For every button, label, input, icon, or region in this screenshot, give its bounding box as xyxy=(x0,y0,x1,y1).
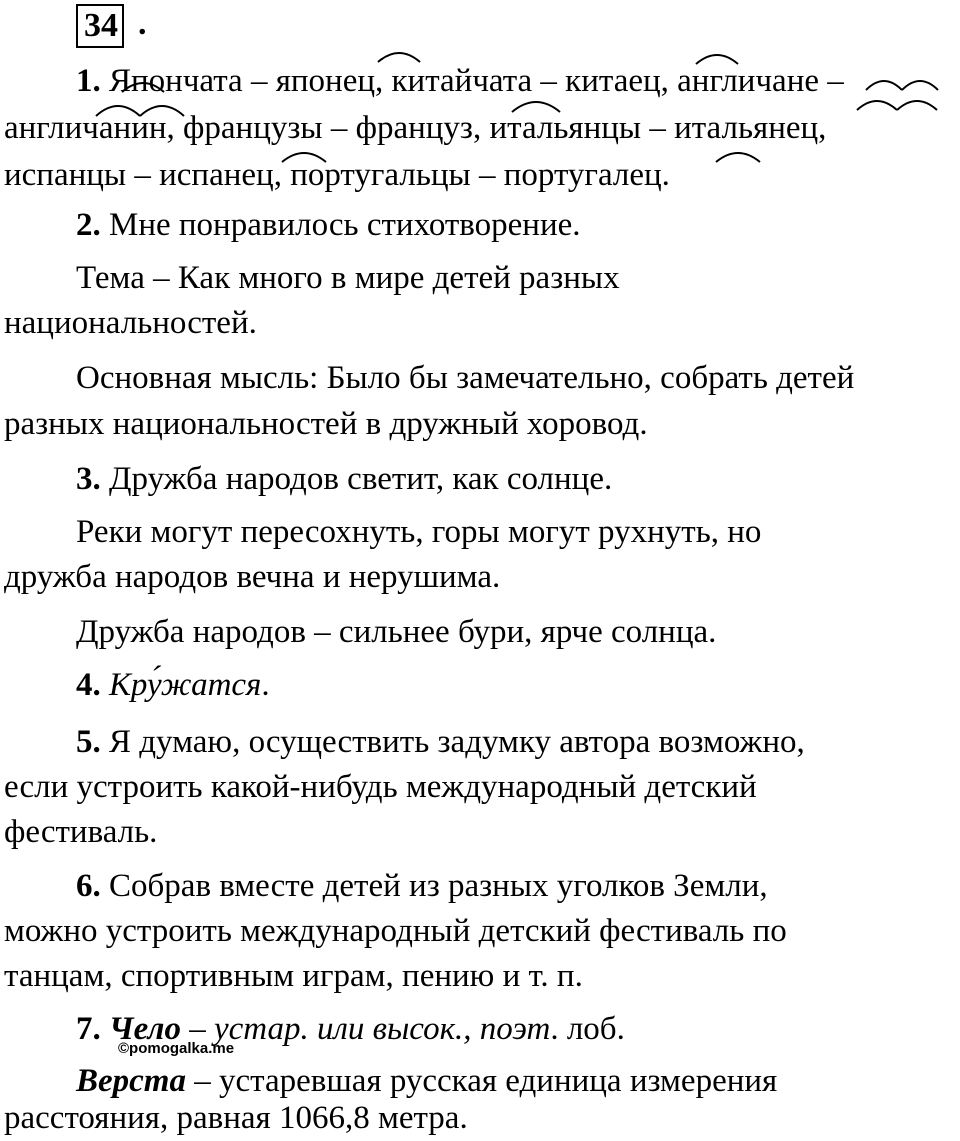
item-6-line-3: танцам, спортивным играм, пению и т. п. xyxy=(4,958,583,994)
exercise-number-dot: . xyxy=(138,5,147,42)
item-7-dot: . xyxy=(550,1011,559,1047)
item-6-line-2: можно устроить международный детский фестиваль по xyxy=(4,913,787,949)
item-7-term: Чело xyxy=(109,1011,181,1047)
item-7-marks: устар. или высок., поэт xyxy=(213,1011,551,1047)
item-1-line-1: Япончата – японец, китайчата – китаец, англичане – xyxy=(100,63,844,99)
theme-line-2 xyxy=(4,300,956,346)
storm-text: Дружба народов – сильнее бури, ярче солнца. xyxy=(76,614,717,650)
item-7-meaning: лоб. xyxy=(558,1011,625,1047)
item-2 xyxy=(4,202,956,248)
idea-line-1 xyxy=(4,355,956,401)
storm-line xyxy=(4,609,956,655)
item-5-line-2: если устроить какой-нибудь международный детский xyxy=(4,769,757,805)
item-6-number: 6. xyxy=(76,868,101,904)
versta-text-2: расстояния, равная 1066,8 метра. xyxy=(4,1100,468,1136)
item-1-line-3: испанцы – испанец, португальцы – португалец. xyxy=(4,157,670,193)
item-5 xyxy=(4,719,956,765)
item-6-line-1: Собрав вместе детей из разных уголков Земли, xyxy=(100,868,768,904)
item-3-number: 3. xyxy=(76,461,101,497)
item-6-line-3-block xyxy=(4,953,956,999)
item-4-number: 4. xyxy=(76,667,101,703)
idea-text-1: Основная мысль: Было бы замечательно, собрать детей xyxy=(76,360,855,396)
idea-line-2 xyxy=(4,401,956,447)
item-2-number: 2. xyxy=(76,207,101,243)
versta-text-1: – устаревшая русская единица измерения xyxy=(185,1063,778,1099)
rivers-line-1 xyxy=(4,509,956,555)
exercise-number-box xyxy=(76,4,124,48)
item-1-number: 1. xyxy=(76,63,101,99)
item-5-number: 5. xyxy=(76,724,101,760)
rivers-text-1: Реки могут пересохнуть, горы могут рухнуть, но xyxy=(76,514,762,550)
item-7-number: 7. xyxy=(76,1011,101,1047)
theme-text-1: Тема – Как много в мире детей разных xyxy=(76,260,620,296)
item-6-line-2-block xyxy=(4,908,956,954)
item-7-dash: – xyxy=(180,1011,214,1047)
item-4-word: Кру́жатся xyxy=(109,667,262,703)
item-5-line-3-block xyxy=(4,809,956,855)
item-1-line-2: англичанин, французы – француз, итальянцы – итальянец, xyxy=(4,110,827,146)
item-1-line-3-block xyxy=(4,152,956,198)
idea-text-2: разных национальностей в дружный хоровод. xyxy=(4,406,648,442)
theme-line-1 xyxy=(4,255,956,301)
rivers-text-2: дружба народов вечна и нерушима. xyxy=(4,559,501,595)
item-2-text: Мне понравилось стихотворение. xyxy=(100,207,581,243)
item-3-text: Дружба народов светит, как солнце. xyxy=(100,461,613,497)
item-4 xyxy=(4,662,956,708)
item-6 xyxy=(4,863,956,909)
item-5-line-3: фестиваль. xyxy=(4,814,158,850)
versta-line-2 xyxy=(4,1095,956,1141)
theme-text-2: национальностей. xyxy=(4,305,257,341)
watermark: ©pomogalka.me xyxy=(118,1040,235,1057)
rivers-line-2 xyxy=(4,554,956,600)
exercise-number: 34 xyxy=(84,7,118,44)
item-4-tail: . xyxy=(261,667,270,703)
versta-term: Верста xyxy=(76,1063,186,1099)
item-5-line-2-block xyxy=(4,764,956,810)
item-5-line-1: Я думаю, осуществить задумку автора возможно, xyxy=(100,724,805,760)
item-1 xyxy=(4,58,956,104)
item-3 xyxy=(4,456,956,502)
item-1-line-2-block xyxy=(4,105,956,151)
